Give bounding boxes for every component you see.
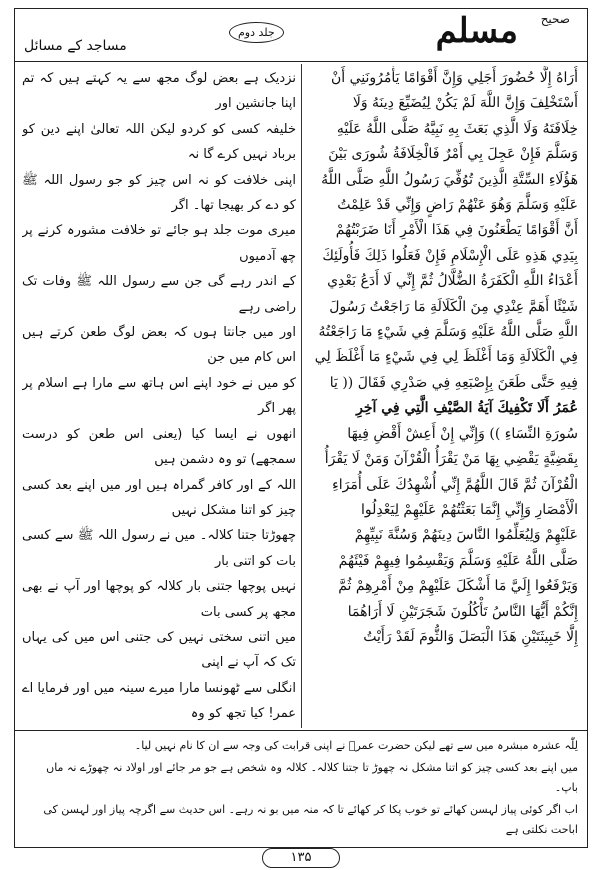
arabic-line: فِي الْكَلَالَةِ وَمَا أَغْلَظَ لِي فِي شَيْءٍ مَا أَغْلَظَ لِي (314, 349, 578, 366)
arabic-line: أَسْتَخْلِفَ وَإِنَّ اللَّهَ لَمْ يَكُنْ لِيُضَيِّعَ دِينَهُ وَلَا (352, 95, 578, 112)
arabic-line: بِقَضِيَّةٍ يَقْضِي بِهَا مَنْ يَقْرَأُ الْقُرْآنَ وَمَنْ لَا يَقْرَأُ (324, 451, 578, 468)
arabic-line: الْقُرْآنَ ثُمَّ قَالَ اللَّهُمَّ إِنِّي أُشْهِدُكَ عَلَى أُمَرَاءِ (332, 476, 578, 493)
urdu-translation-column (22, 66, 296, 722)
urdu-line: خلیفہ کسی کو کردو لیکن اللہ تعالیٰ اپنے دین کو برباد نہیں کرے گا نہ (22, 121, 296, 163)
arabic-line: عَلَيْهِ وَسَلَّمَ وَهُوَ عَنْهُمْ رَاضٍ وَإِنِّي قَدْ عَلِمْتُ (337, 197, 578, 214)
urdu-line: نزدیک ہے بعض لوگ مجھ سے یہ کہتے ہیں کہ تم اپنا جانشین اور (22, 71, 296, 112)
arabic-text-column (306, 66, 578, 722)
urdu-line: انھوں نے ایسا کیا (یعنی اس طعن کو درست سمجھے) تو وہ دشمن ہیں (22, 426, 296, 468)
arabic-line: سُورَةِ النِّسَاءِ )) وَإِنِّي إِنْ أَعِشْ أَقْضِ فِيهَا (347, 425, 578, 442)
urdu-line: چھوڑتا جتنا کلالہ۔ میں نے رسول اللہ ﷺ سے کسی بات کو اتنی بار (22, 528, 296, 569)
footnotes-separator (14, 730, 588, 731)
urdu-line: کے اندر رہے گی جن سے رسول اللہ ﷺ وفات تک راضی رہے (22, 274, 296, 315)
arabic-line: أَعْدَاءُ اللَّهِ الْكَفَرَةُ الضُّلَّالُ ثُمَّ إِنِّي لَا أَدَعُ بَعْدِي (327, 273, 578, 290)
arabic-line: وَسَلَّمَ فَإِنْ عَجِلَ بِي أَمْرٌ فَالْخِلَافَةُ شُورَى بَيْنَ (328, 146, 578, 163)
urdu-line: میں اتنی سختی نہیں کی جتنی اس میں کی یہاں تک کہ آپ نے اپنی (22, 629, 296, 671)
arabic-line: خِلَافَتَهُ وَلَا الَّذِي بَعَثَ بِهِ نَبِيَّهُ صَلَّى اللَّهُ عَلَيْهِ (336, 120, 578, 137)
book-title-prefix: صحیح (540, 12, 570, 26)
arabic-line: بِيَدِي هَذِهِ عَلَى الْإِسْلَامِ فَإِنْ فَعَلُوا ذَلِكَ فَأُولَئِكَ (322, 247, 578, 264)
arabic-line: صَلَّى اللَّهُ عَلَيْهِ وَسَلَّمَ وَيَقْسِمُوا فِيهِمْ فَيْئَهُمْ (338, 552, 578, 569)
urdu-line: اور میں جانتا ہوں کہ بعض لوگ طعن کرتے ہیں اس کام میں جن (22, 325, 296, 366)
urdu-line: اللہ کے اور کافر گمراہ ہیں اور میں اپنے بعد کسی چیز کو اتنا مشکل نہیں (22, 477, 296, 518)
arabic-line-emphasis: عُمَرُ أَلَا تَكْفِيكَ آيَةُ الصَّيْفِ الَّتِي فِي آخِرِ (356, 400, 578, 417)
page-header (14, 8, 588, 62)
arabic-line: عَلَيْهِمْ وَلِيُعَلِّمُوا النَّاسَ دِينَهُمْ وَسُنَّةَ نَبِيِّهِمْ (354, 527, 578, 544)
column-divider (301, 64, 302, 728)
page-number: ۱۳۵ (262, 848, 340, 868)
urdu-line: انگلی سے ٹھونسا مارا میرے سینہ میں اور فرمایا اے عمر! کیا تجھ کو وہ (22, 680, 296, 722)
arabic-line: أُرَاهُ إِلَّا حُضُورَ أَجَلِي وَإِنَّ أَقْوَامًا يَأْمُرُونَنِي أَنْ (330, 70, 578, 86)
urdu-line: میری موت جلد ہو جائے تو خلافت مشورہ کرنے پر چھ آدمیوں (22, 223, 296, 264)
urdu-line: کو میں نے خود اپنے اس ہاتھ سے مارا ہے اسلام پر پھر اگر (22, 375, 296, 417)
footnotes (22, 736, 578, 842)
arabic-line: هَؤُلَاءِ السِّتَّةِ الَّذِينَ تُوُفِّيَ رَسُولُ اللَّهِ صَلَّى اللَّهُ (321, 171, 578, 188)
urdu-line: نہیں پوچھا جتنی بار کلالہ کو پوچھا اور آپ نے بھی مجھ پر کسی بات (22, 579, 296, 620)
footnote: لِلّٰہ عشرہ مبشرہ میں سے تھے لیکن حضرت عمرؓ نے اپنی قرابت کی وجہ سے ان کا نام نہیں لیا۔ (134, 739, 578, 752)
chapter-title: مساجد کے مسائل (24, 38, 127, 54)
arabic-line: الْأَمْصَارِ وَإِنِّي إِنَّمَا بَعَثْتُهُمْ عَلَيْهِمْ لِيَعْدِلُوا (361, 501, 578, 518)
arabic-line: فِيهِ حَتَّى طَعَنَ بِإِصْبَعِهِ فِي صَدْرِي فَقَالَ (( يَا (329, 374, 578, 391)
arabic-line: شَيْئًا أَهَمَّ عِنْدِي مِنَ الْكَلَالَةِ مَا رَاجَعْتُ رَسُولَ (329, 298, 578, 315)
footnote: اب اگر کوئی پیاز لہسن کھائے تو خوب پکا کر کھائے تا کہ منہ میں بو نہ رہے۔ اس حدیث سے اگرچہ پیاز اور لہسن کی اباحت نکلتی ہے (43, 803, 578, 836)
volume-badge: جلد دوم (229, 22, 284, 43)
arabic-line: إِنَّكُمْ أَيُّهَا النَّاسُ تَأْكُلُونَ شَجَرَتَيْنِ لَا أَرَاهُمَا (347, 603, 578, 620)
footnote: میں اپنے بعد کسی چیز کو اتنا مشکل نہ چھوڑ تا جتنا کلالہ۔ کلالہ وہ شخص ہے جو مر جائے اور اولاد نہ چھوڑے نہ ماں باپ۔ (46, 761, 578, 794)
book-title: مسلم (435, 11, 518, 51)
arabic-line: اللَّهِ صَلَّى اللَّهُ عَلَيْهِ وَسَلَّمَ فِي شَيْءٍ مَا رَاجَعْتُهُ (318, 324, 578, 341)
arabic-line: أَنَّ أَقْوَامًا يَطْعَنُونَ فِي هَذَا الْأَمْرِ أَنَا ضَرَبْتُهُمْ (335, 222, 578, 239)
arabic-line: إِلَّا خَبِيثَتَيْنِ هَذَا الْبَصَلَ وَالثُّومَ لَقَدْ رَأَيْتُ (363, 628, 578, 645)
arabic-line: وَيَرْفَعُوا إِلَيَّ مَا أَشْكَلَ عَلَيْهِمْ مِنْ أَمْرِهِمْ ثُمَّ (338, 578, 578, 595)
urdu-line: اپنی خلافت کو نہ اس چیز کو جو رسول اللہ ﷺ کو دے کر بھیجا تھا۔ اگر (22, 172, 296, 214)
